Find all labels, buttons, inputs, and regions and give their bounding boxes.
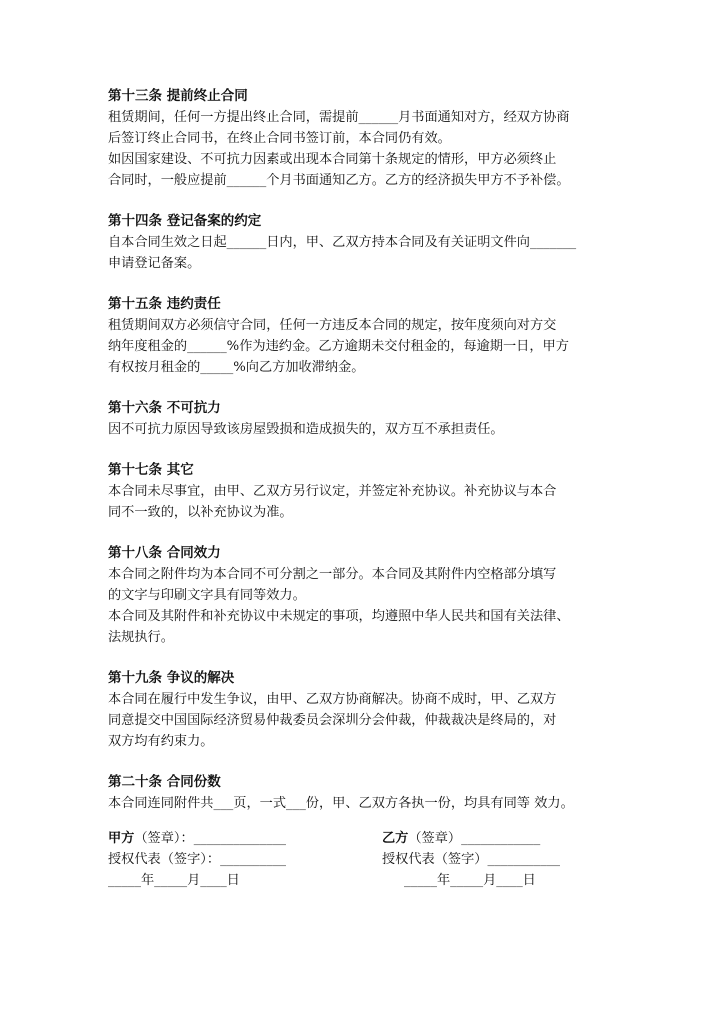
para-line: 本合同未尽事宜，由甲、乙双方另行议定，并签定补充协议。补充协议与本合 (108, 484, 557, 499)
party-a-rep-line: 授权代表（签字）：__________ (108, 852, 287, 867)
para-line: 双方均有约束力。 (108, 734, 214, 749)
section-14 (108, 211, 618, 274)
para-line: 租赁期间双方必须信守合同，任何一方违反本合同的规定，按年度须向对方交 (108, 318, 557, 333)
section-18 (108, 543, 618, 648)
party-b-label: 乙方 (382, 831, 409, 846)
section-heading: 第十九条 争议的解决 (108, 670, 235, 686)
section-heading: 第十三条 提前终止合同 (108, 88, 248, 104)
section-heading: 第十六条 不可抗力 (108, 400, 221, 416)
party-b-seal-line (382, 828, 540, 849)
party-a-label: 甲方 (108, 831, 135, 846)
para-line: 同不一致的，以补充协议为准。 (108, 505, 293, 520)
section-20 (108, 772, 618, 814)
party-b-rep-line: 授权代表（签字）___________ (382, 852, 561, 867)
section-15 (108, 294, 618, 378)
section-heading: 第十五条 违约责任 (108, 296, 221, 312)
section-heading: 第十四条 登记备案的约定 (108, 213, 262, 229)
party-a-seal-line (108, 828, 286, 849)
section-heading: 第二十条 合同份数 (108, 774, 221, 790)
para-line: 申请登记备案。 (108, 256, 201, 271)
party-b-date-line: _____年_____月____日 (404, 873, 536, 888)
section-13 (108, 86, 618, 191)
para-line: 纳年度租金的______%作为违约金。乙方逾期未交付租金的，每逾期一日，甲方 (108, 339, 569, 354)
party-a-date-line: _____年_____月____日 (108, 873, 240, 888)
para-line: 法规执行。 (108, 630, 174, 645)
section-19 (108, 668, 618, 752)
para-line: 自本合同生效之日起______日内，甲、乙双方持本合同及有关证明文件向_______ (108, 235, 577, 250)
para-line: 后签订终止合同书，在终止合同书签订前，本合同仍有效。 (108, 131, 451, 146)
para-line: 如因国家建设、不可抗力因素或出现本合同第十条规定的情形，甲方必须终止 (108, 152, 557, 167)
section-16 (108, 398, 618, 440)
party-b-seal-field: （签章）____________ (408, 831, 541, 846)
section-heading: 第十八条 合同效力 (108, 545, 221, 561)
para-line: 同意提交中国国际经济贸易仲裁委员会深圳分会仲裁，仲裁裁决是终局的，对 (108, 713, 557, 728)
para-line: 有权按月租金的_____%向乙方加收滞纳金。 (108, 360, 365, 375)
contract-page (108, 86, 618, 891)
section-17 (108, 460, 618, 523)
para-line: 合同时，一般应提前______个月书面通知乙方。乙方的经济损失甲方不予补偿。 (108, 173, 570, 188)
signature-block (108, 828, 618, 891)
para-line: 本合同之附件均为本合同不可分割之一部分。本合同及其附件内空格部分填写 (108, 567, 557, 582)
para-line: 本合同连同附件共___页，一式___份，甲、乙双方各执一份，均具有同等 效力。 (108, 796, 574, 811)
para-line: 本合同及其附件和补充协议中未规定的事项，均遵照中华人民共和国有关法律、 (108, 609, 570, 624)
para-line: 的文字与印刷文字具有同等效力。 (108, 588, 306, 603)
para-line: 因不可抗力原因导致该房屋毁损和造成损失的，双方互不承担责任。 (108, 422, 504, 437)
party-a-seal-field: （签章）：______________ (134, 831, 287, 846)
para-line: 本合同在履行中发生争议，由甲、乙双方协商解决。协商不成时，甲、乙双方 (108, 692, 557, 707)
section-heading: 第十七条 其它 (108, 462, 194, 478)
para-line: 租赁期间，任何一方提出终止合同，需提前______月书面通知对方，经双方协商 (108, 110, 570, 125)
